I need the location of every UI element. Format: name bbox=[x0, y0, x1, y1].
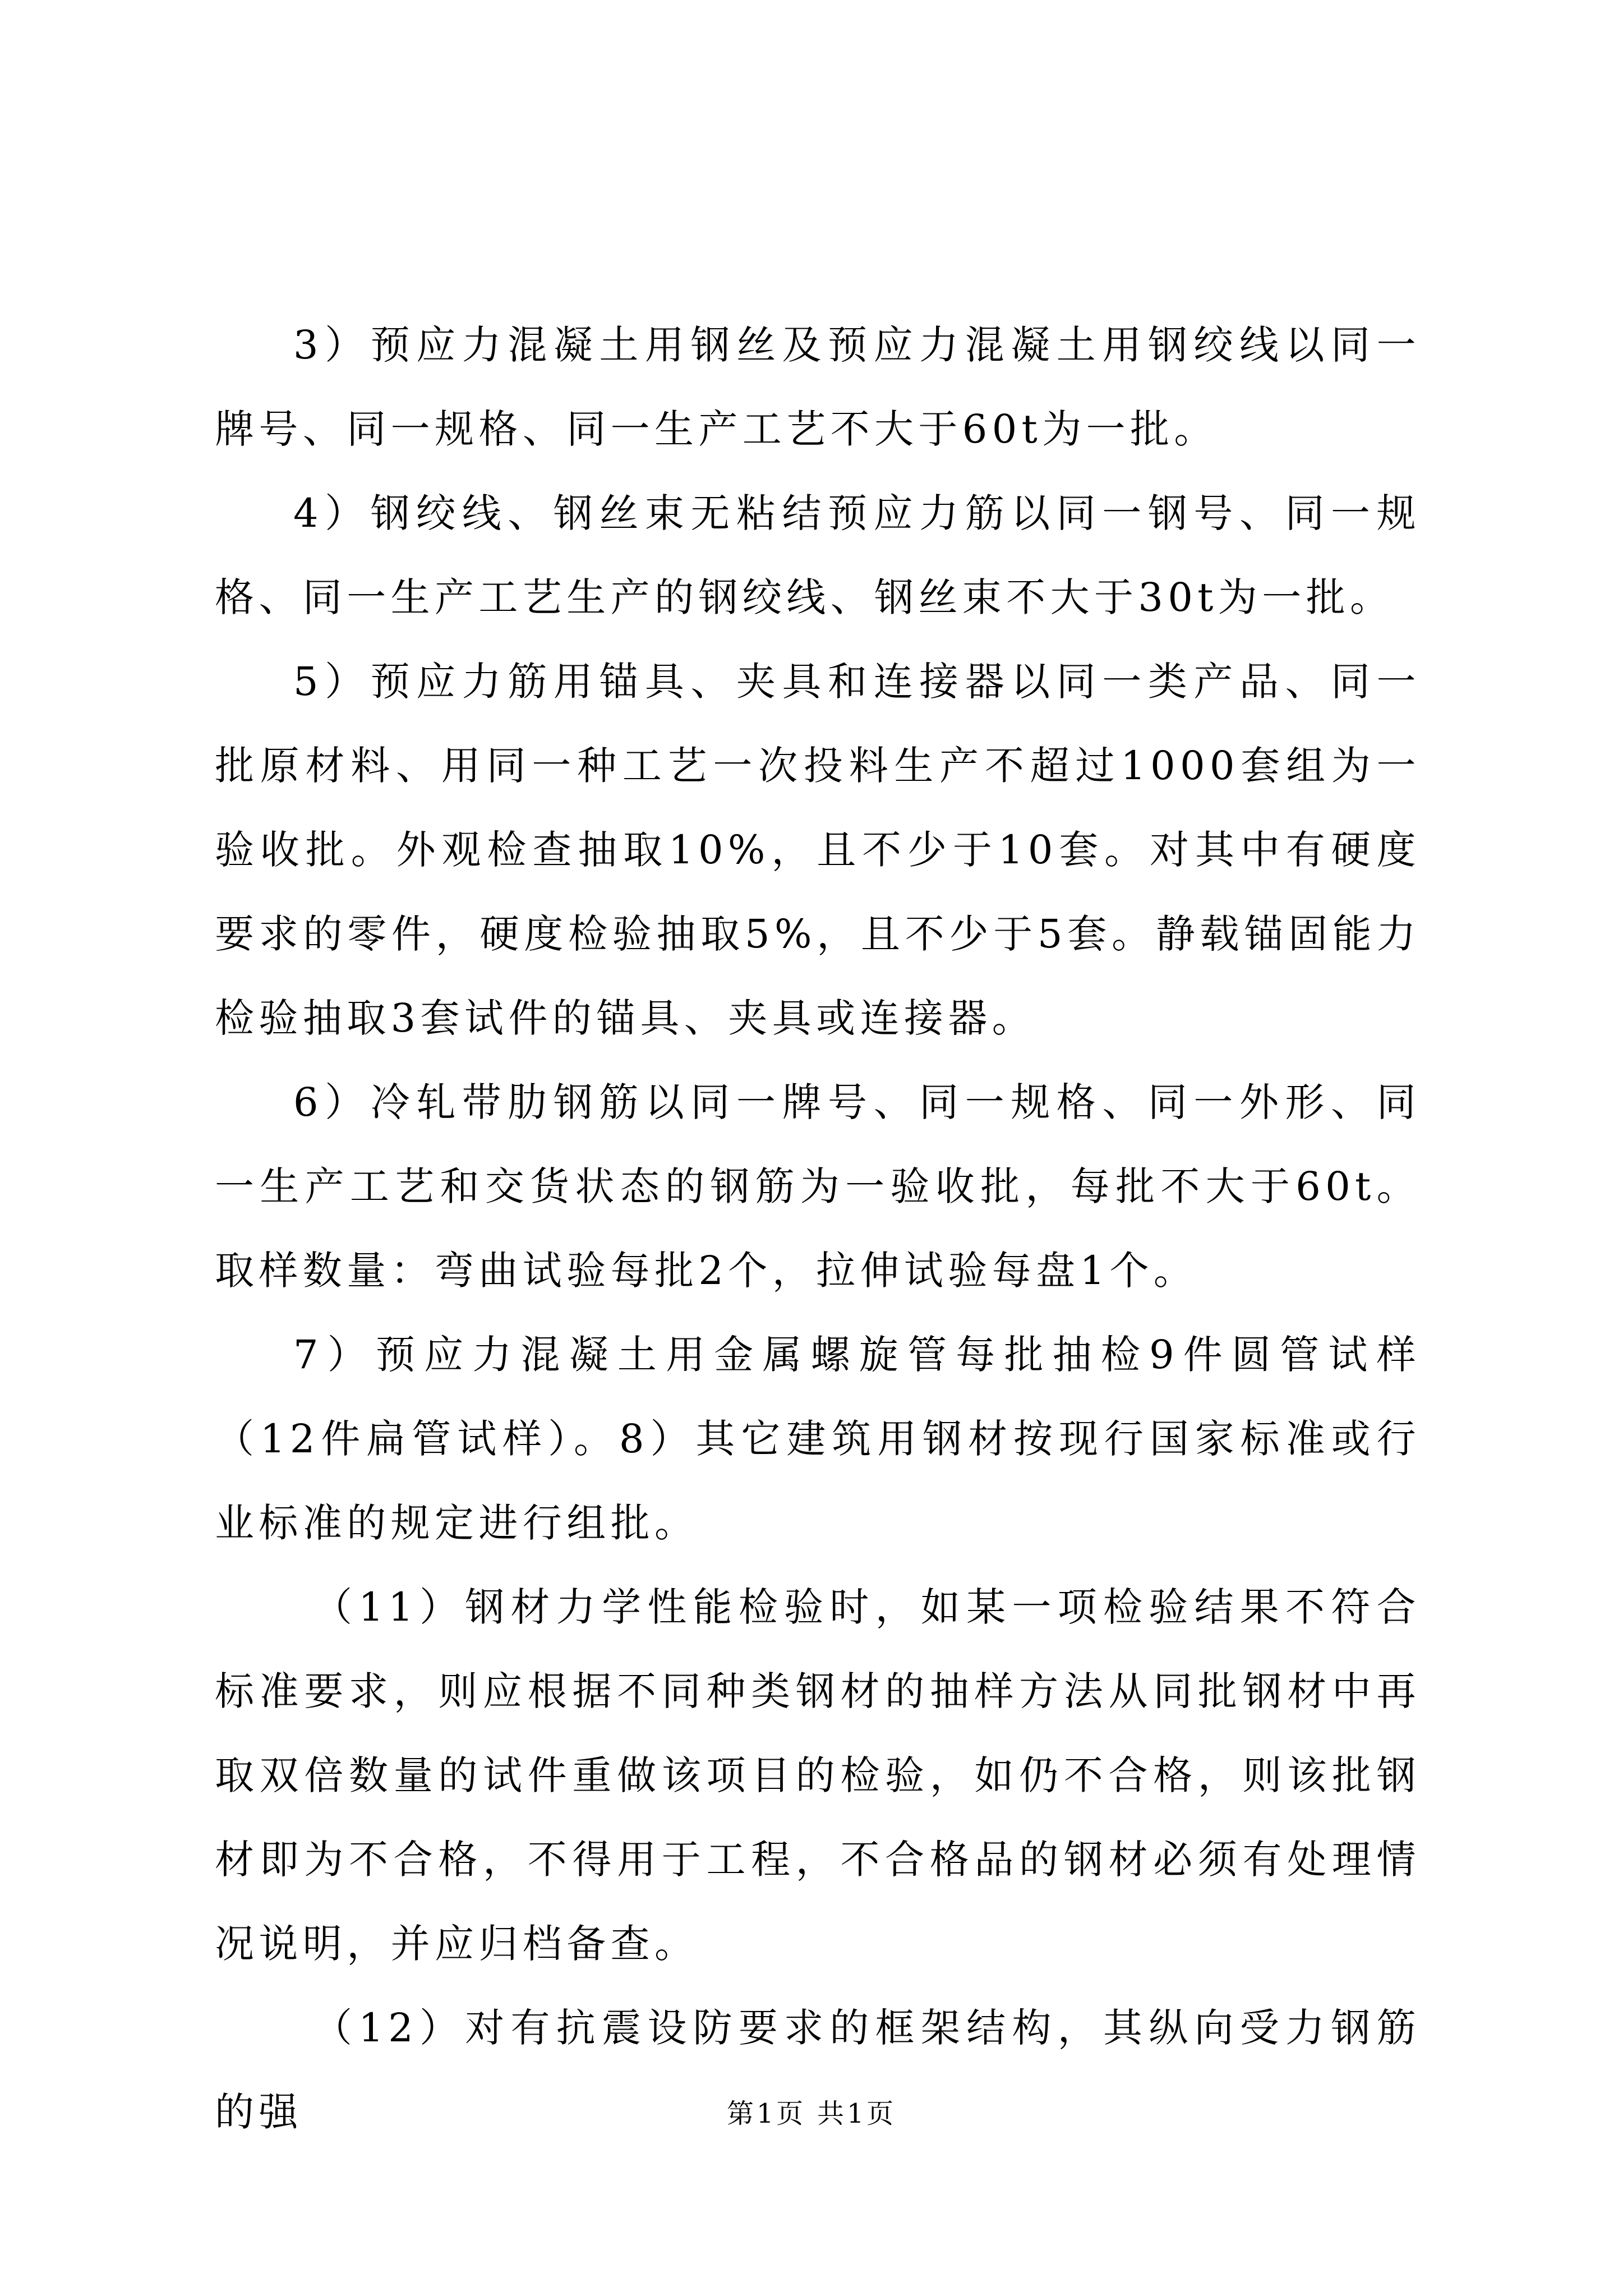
paragraph-5-anchorage-batch: 5）预应力筋用锚具、夹具和连接器以同一类产品、同一批原材料、用同一种工艺一次投料生产不超过1000套组为一验收批。外观检查抽取10%，且不少于10套。对其中有硬度要求的零件，硬度检验抽取5%，且不少于5套。静载锚固能力检验抽取3套试件的锚具、夹具或连接器。 bbox=[215, 659, 1421, 1041]
paragraph-12-seismic-requirement: （12）对有抗震设防要求的框架结构，其纵向受力钢筋的强 bbox=[215, 2005, 1421, 2135]
page-footer bbox=[0, 2096, 1623, 2132]
page-number-label: 第1页 共1页 bbox=[727, 2098, 896, 2129]
paragraph-4-unbonded-tendon-batch: 4）钢绞线、钢丝束无粘结预应力筋以同一钢号、同一规格、同一生产工艺生产的钢绞线、钢丝束不大于30t为一批。 bbox=[215, 490, 1421, 620]
paragraph-11-retest-rule: （11）钢材力学性能检验时，如某一项检验结果不符合标准要求，则应根据不同种类钢材的抽样方法从同批钢材中再取双倍数量的试件重做该项目的检验，如仍不合格，则该批钢材即为不合格，不得用于工程，不合格品的钢材必须有处理情况说明，并应归档备查。 bbox=[215, 1584, 1421, 1967]
paragraph-7-spiral-duct-sampling: 7）预应力混凝土用金属螺旋管每批抽检9件圆管试样（12件扁管试样）。8）其它建筑用钢材按现行国家标准或行业标准的规定进行组批。 bbox=[215, 1332, 1421, 1546]
paragraph-6-cold-rolled-rebar-batch: 6）冷轧带肋钢筋以同一牌号、同一规格、同一外形、同一生产工艺和交货状态的钢筋为一验收批，每批不大于60t。取样数量：弯曲试验每批2个，拉伸试验每盘1个。 bbox=[215, 1079, 1421, 1294]
document-body bbox=[215, 303, 1421, 2154]
paragraph-3-prestressed-wire-batch: 3）预应力混凝土用钢丝及预应力混凝土用钢绞线以同一牌号、同一规格、同一生产工艺不大于60t为一批。 bbox=[215, 322, 1421, 452]
